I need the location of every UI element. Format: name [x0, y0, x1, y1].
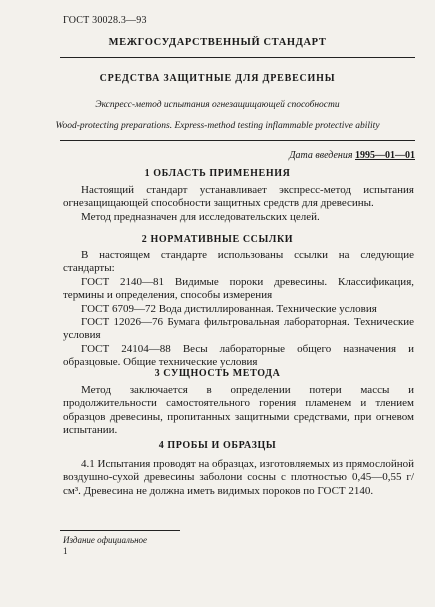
document-title: СРЕДСТВА ЗАЩИТНЫЕ ДЛЯ ДРЕВЕСИНЫ [99, 73, 336, 84]
footer-rule [60, 530, 180, 531]
section-heading-samples: 4 ПРОБЫ И ОБРАЗЦЫ [158, 440, 277, 451]
edition-note: Издание официальное [63, 535, 148, 545]
gost-number: ГОСТ 30028.3—93 [63, 15, 147, 26]
reference-item: ГОСТ 2140—81 Видимые пороки древесины. Классификация, термины и определения, способы измерения [63, 275, 414, 302]
section-samples-body [63, 458, 414, 498]
scope-paragraph-1: Настоящий стандарт устанавливает экспресс-метод испытания огнезащищающей способности защитных средств для древесины. [63, 184, 414, 210]
subtitle-russian: Экспресс-метод испытания огнезащищающей способности [95, 100, 340, 110]
effective-date-label: Дата введения [289, 150, 353, 161]
effective-date [289, 150, 415, 161]
standard-type: МЕЖГОСУДАРСТВЕННЫЙ СТАНДАРТ [108, 37, 327, 48]
effective-date-value: 1995—01—01 [355, 150, 415, 161]
reference-item: ГОСТ 24104—88 Весы лабораторные общего назначения и образцовые. Общие технические условия [63, 342, 414, 369]
samples-paragraph: 4.1 Испытания проводят на образцах, изготовляемых из прямослойной воздушно-сухой древесины заболони сосны с плотностью 0,45—0,55 г/см³. Древесина не должна иметь видимых пороков по ГОСТ 2140. [63, 458, 414, 497]
subtitle-english: Wood-protecting preparations. Express-method testing inflammable protective ability [55, 121, 380, 131]
reference-item: ГОСТ 6709—72 Вода дистиллированная. Технические условия [81, 302, 377, 315]
scope-paragraph-2: Метод предназначен для исследовательских целей. [81, 210, 320, 223]
section-scope-body [63, 184, 414, 224]
section-method-body [63, 384, 414, 438]
references-intro: В настоящем стандарте использованы ссылки на следующие стандарты: [63, 249, 414, 275]
title-rule [60, 140, 415, 141]
reference-item: ГОСТ 12026—76 Бумага фильтровальная лабораторная. Технические условия [63, 316, 414, 342]
method-paragraph: Метод заключается в определении потери массы и продолжительности самостоятельного горения пламенем и тлением образцов древесины, пропитанных защитными средствами, при огневом испытании. [63, 384, 414, 437]
section-references-body [63, 249, 414, 370]
header-rule [60, 57, 415, 58]
section-heading-references: 2 НОРМАТИВНЫЕ ССЫЛКИ [141, 234, 294, 245]
page-number: 1 [63, 546, 68, 556]
section-heading-scope: 1 ОБЛАСТЬ ПРИМЕНЕНИЯ [144, 168, 291, 179]
section-heading-method: 3 СУЩНОСТЬ МЕТОДА [154, 368, 281, 379]
